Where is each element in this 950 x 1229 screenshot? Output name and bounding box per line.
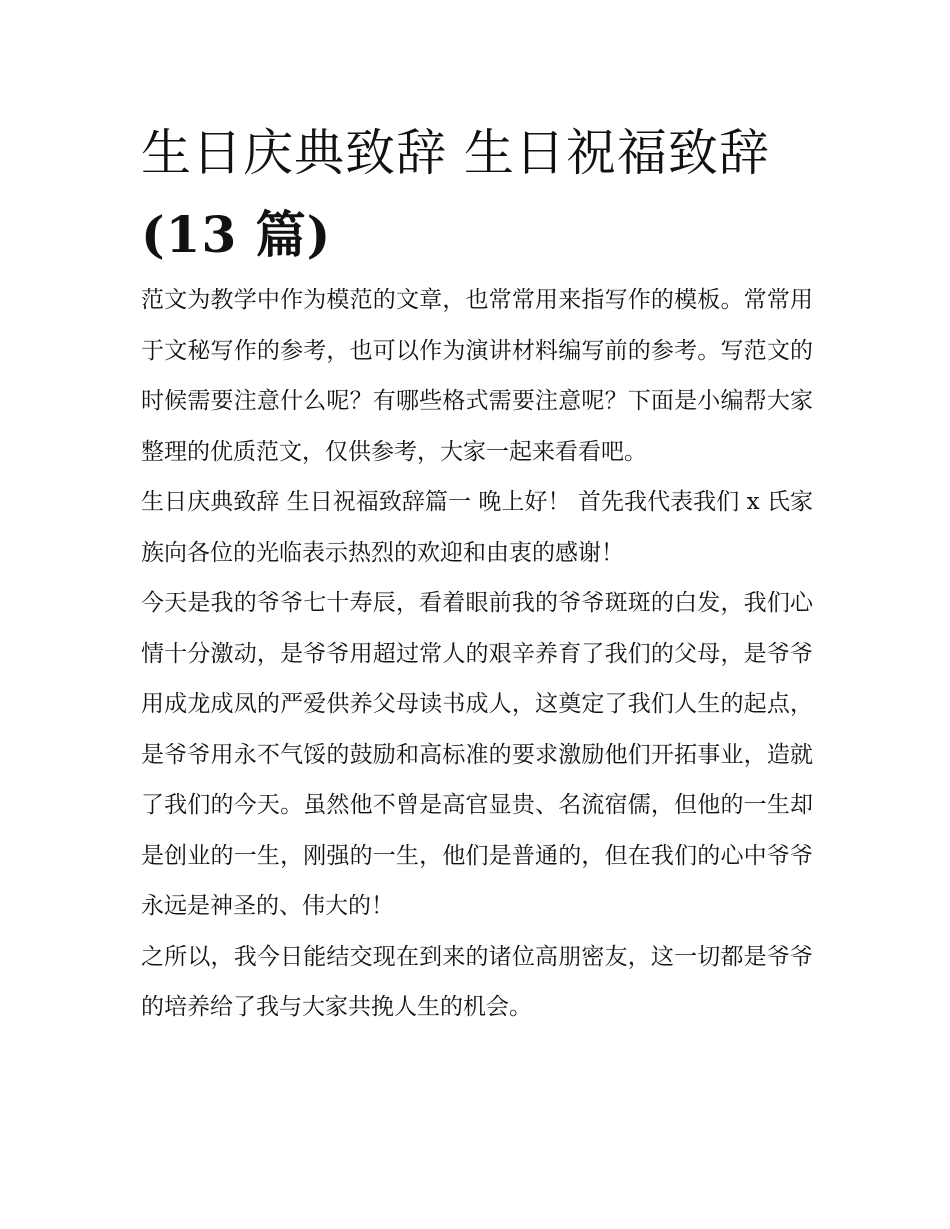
title-line-2: (13 篇) bbox=[141, 205, 332, 264]
body-paragraph-2: 今天是我的爷爷七十寿辰，看着眼前我的爷爷斑斑的白发，我们心情十分激动，是爷爷用超过常人的艰辛养育了我们的父母，是爷爷用成龙成凤的严爱供养父母读书成人，这奠定了我们人生的起点，是爷爷用永不气馁的鼓励和高标准的要求激励他们开拓事业，造就了我们的今天。虽然他不曾是高官显贵、名流宿儒，但他的一生却是创业的一生，刚强的一生，他们是普通的，但在我们的心中爷爷永远是神圣的、伟大的！ bbox=[141, 590, 813, 919]
intro-paragraph: 范文为教学中作为模范的文章，也常常用来指写作的模板。常常用于文秘写作的参考，也可以作为演讲材料编写前的参考。写范文的时候需要注意什么呢？有哪些格式需要注意呢？下面是小编帮大家整理的优质范文，仅供参考，大家一起来看看吧。 bbox=[141, 287, 813, 465]
title-line-1: 生日庆典致辞 生日祝福致辞 bbox=[141, 124, 770, 182]
document-body bbox=[141, 275, 813, 1033]
body-paragraph-1: 生日庆典致辞 生日祝福致辞篇一 晚上好！ 首先我代表我们 x 氏家族向各位的光临表示热烈的欢迎和由衷的感谢！ bbox=[141, 489, 813, 566]
document-title bbox=[141, 112, 821, 276]
body-paragraph-3: 之所以，我今日能结交现在到来的诸位高朋密友，这一切都是爷爷的培养给了我与大家共挽人生的机会。 bbox=[141, 943, 813, 1020]
